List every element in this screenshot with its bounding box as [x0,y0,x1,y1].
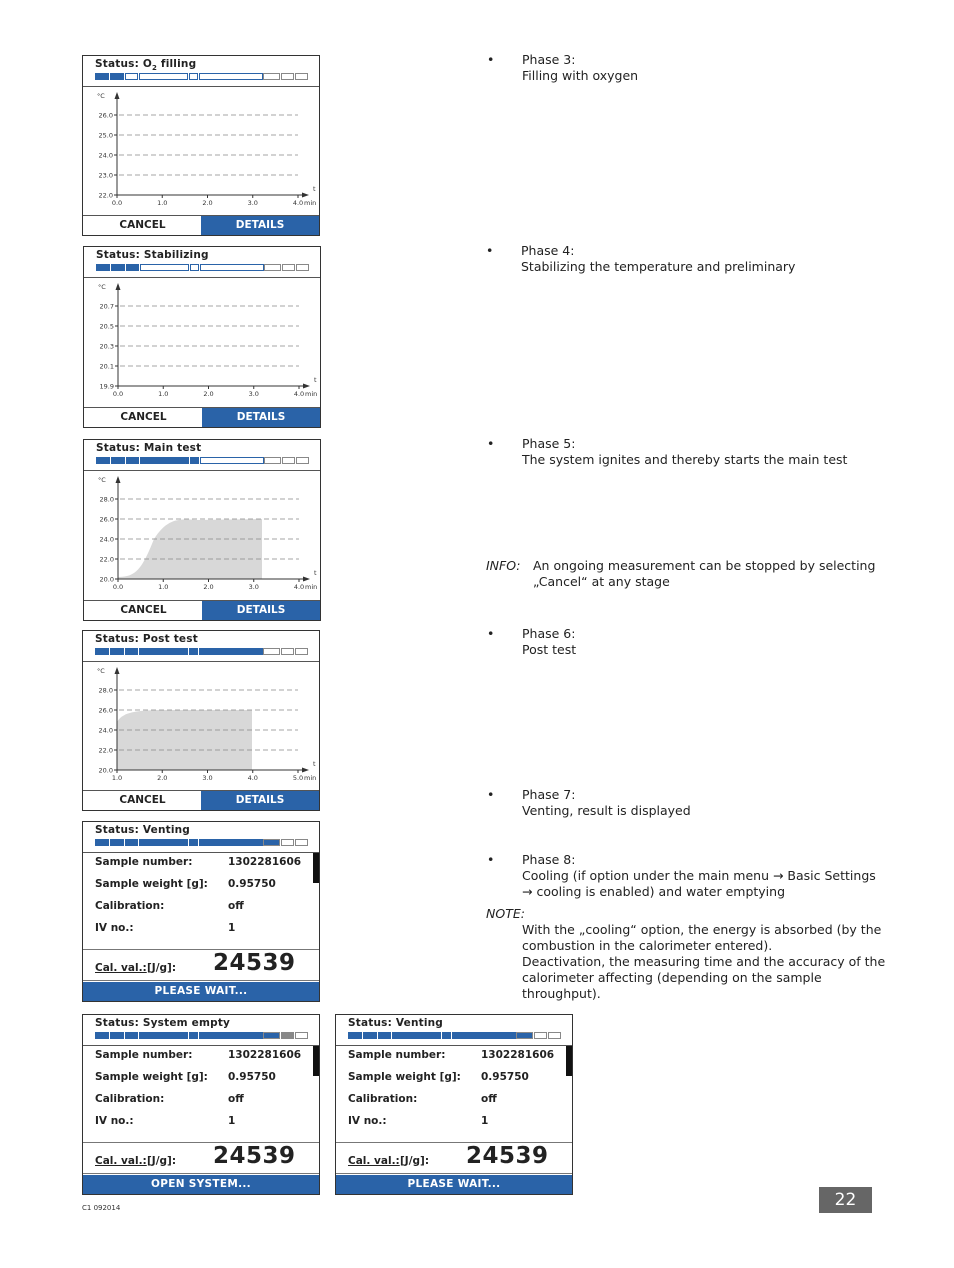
details-button[interactable]: DETAILS [201,216,319,235]
calorific-value-label [95,962,177,974]
y-tick-label: 24.0 [98,151,113,160]
progress-segment [393,1033,441,1039]
progress-bar [95,1032,309,1041]
field-value: 0.95750 [228,1071,276,1083]
cal-val-unit: [J/g]: [147,962,177,974]
phase-title: Phase 7: [522,787,576,802]
y-tick-label: 20.5 [99,322,114,331]
progress-segment [97,265,110,271]
phase-title: Phase 3: [522,52,576,67]
bullet: • [486,243,494,258]
progress-segment [191,265,199,271]
info-note [486,558,886,592]
field-label: Calibration: [95,900,165,912]
y-unit-label: °C [97,667,105,675]
display-screen-system-empty [82,1014,320,1195]
calibration-row [348,1093,497,1105]
calorific-value: 24539 [213,1143,296,1169]
progress-segment [296,840,308,846]
progress-segment [200,649,263,655]
info-line-2: „Cancel“ at any stage [533,574,670,589]
field-label: IV no.: [348,1115,387,1127]
x-tick-label: 1.0 [158,390,169,398]
softkey-bar [84,407,320,427]
calorific-value: 24539 [213,950,296,976]
display-screen-o2-filling [82,55,320,236]
scrollbar[interactable] [566,1046,572,1076]
x-tick-label: 3.0 [248,390,259,398]
details-button[interactable]: DETAILS [201,791,319,810]
progress-segment [97,458,110,464]
progress-segment [265,458,281,464]
iv-number-row [95,1115,236,1127]
bullet: • [487,787,495,802]
calorific-value: 24539 [466,1143,549,1169]
cancel-button[interactable]: CANCEL [83,216,202,235]
field-label: IV no.: [95,1115,134,1127]
progress-segment [282,649,294,655]
status-text: Status: Main test [96,442,202,454]
field-value: off [228,900,244,912]
calorific-value-label [348,1155,430,1167]
progress-segment [111,649,124,655]
field-value: 1 [228,1115,236,1127]
status-text: Status: Stabilizing [96,249,209,261]
phase-desc: Filling with oxygen [522,68,639,83]
progress-segment [126,649,138,655]
progress-bar [95,73,309,82]
phase-title: Phase 6: [522,626,576,641]
progress-segment [200,1033,263,1039]
y-axis-arrow [115,667,120,674]
bullet: • [487,852,495,867]
status-header [84,440,320,471]
status-header [84,247,320,278]
x-tick-label: 1.0 [158,583,169,591]
y-unit-label: °C [98,283,106,291]
progress-bar [348,1032,562,1041]
progress-segment [296,649,308,655]
status-text: Status: System empty [95,1017,231,1029]
status-message-bar: PLEASE WAIT... [83,982,319,1001]
field-label: IV no.: [95,922,134,934]
y-tick-label: 20.0 [99,575,114,584]
temperature-plot [84,278,321,406]
progress-segment [141,458,189,464]
sample-weight-row [95,878,276,890]
x-tick-label: 2.0 [203,390,214,398]
progress-segment [297,265,309,271]
phase-title: Phase 5: [522,436,576,451]
progress-segment [111,1033,124,1039]
x-axis-unit-label: min [305,583,318,591]
field-value: 1 [228,922,236,934]
status-text: Status: Post test [95,633,198,645]
details-button[interactable]: DETAILS [202,601,320,620]
progress-segment [112,265,125,271]
y-tick-label: 24.0 [99,535,114,544]
y-tick-label: 26.0 [98,706,113,715]
y-tick-label: 28.0 [98,686,113,695]
field-value: 0.95750 [228,878,276,890]
cal-val-label: Cal. val.: [95,1155,147,1167]
note-line-3: Deactivation, the measuring time and the accuracy of the [522,954,886,969]
field-value: 0.95750 [481,1071,529,1083]
note-line-4: calorimeter affecting (depending on the sample [522,970,822,985]
field-label: Sample weight [g]: [95,1071,208,1083]
progress-segment [190,74,198,80]
status-header [83,822,319,853]
temperature-curve [118,519,262,579]
progress-segment [190,840,198,846]
progress-segment [379,1033,391,1039]
status-subscript: 2 [152,64,158,73]
progress-bar [95,648,309,657]
y-unit-label: °C [97,92,105,100]
x-tick-label: 2.0 [157,774,168,782]
y-axis-arrow [116,476,121,483]
x-tick-label: 2.0 [202,199,213,207]
calibration-row [95,900,244,912]
y-tick-label: 22.0 [98,191,113,200]
iv-number-row [95,922,236,934]
status-text: Status: Venting [95,824,191,836]
display-screen-post-test [82,630,320,811]
y-axis-arrow [116,283,121,290]
sample-number-row [95,1049,302,1061]
calibration-row [95,1093,244,1105]
x-tick-label: 0.0 [111,199,123,207]
display-screen-venting-2 [335,1014,573,1195]
y-tick-label: 22.0 [98,746,113,755]
bullet: • [487,52,495,67]
cal-val-label: Cal. val.: [95,962,147,974]
note-block [486,906,886,1006]
field-value: 1302281606 [228,1049,302,1061]
y-tick-label: 26.0 [99,515,114,524]
footer-code: C1 092014 [82,1204,121,1212]
page-number: 22 [819,1187,872,1213]
y-tick-label: 23.0 [98,171,113,180]
field-label: Sample number: [348,1049,446,1061]
y-axis-arrow [115,92,120,99]
y-tick-label: 19.9 [99,382,114,391]
progress-segment [349,1033,362,1039]
divider [83,980,319,981]
cancel-button[interactable]: CANCEL [84,601,203,620]
sample-number-row [348,1049,555,1061]
progress-segment [201,265,264,271]
x-tick-label: 4.0 [293,390,305,398]
progress-segment [443,1033,451,1039]
progress-segment [112,458,125,464]
temperature-plot [84,471,321,599]
phase-desc-line-2: → cooling is enabled) and water emptying [522,884,786,899]
status-message-bar: PLEASE WAIT... [336,1175,572,1194]
phase-desc: Stabilizing the temperature and preliminary [521,259,796,274]
status-title [348,1017,443,1029]
x-axis-unit-label: min [304,774,317,782]
progress-segment [126,840,138,846]
x-tick-label: 5.0 [292,774,304,782]
progress-segment [190,649,198,655]
progress-segment [140,74,188,80]
status-title [95,824,190,836]
status-header [83,1015,319,1046]
progress-segment [111,74,124,80]
field-label: Calibration: [95,1093,165,1105]
divider [83,1173,319,1174]
x-axis-unit-label: min [305,390,318,398]
display-screen-main-test [83,439,321,621]
sample-number-row [95,856,302,868]
progress-segment [282,74,294,80]
progress-segment [200,840,263,846]
progress-segment [297,458,309,464]
progress-segment [140,1033,188,1039]
softkey-bar [84,600,320,620]
bullet: • [487,626,495,641]
note-label: NOTE: [486,906,525,921]
x-tick-label: 4.0 [292,199,304,207]
status-header [83,56,319,87]
status-title [95,1017,230,1029]
progress-segment [282,840,294,846]
x-axis-unit-label: min [304,199,317,207]
progress-segment [96,1033,109,1039]
status-text: Status: O [95,58,152,70]
progress-segment [283,458,295,464]
calorific-value-label [95,1155,177,1167]
note-line-5: throughput). [522,986,601,1001]
progress-segment [141,265,189,271]
field-label: Sample number: [95,856,193,868]
info-line-1: An ongoing measurement can be stopped by selecting [533,558,876,573]
x-tick-label: 1.0 [157,199,168,207]
status-suffix: filling [157,58,197,70]
field-value: off [228,1093,244,1105]
status-text: Status: Venting [348,1017,444,1029]
phase-title: Phase 4: [521,243,575,258]
y-tick-label: 20.3 [99,342,114,351]
progress-segment [535,1033,547,1039]
progress-segment [517,1033,533,1039]
progress-segment [191,458,199,464]
field-label: Calibration: [348,1093,418,1105]
cancel-button[interactable]: CANCEL [83,791,202,810]
x-tick-label: 4.0 [293,583,305,591]
progress-segment [200,74,263,80]
sample-weight-row [348,1071,529,1083]
progress-segment [127,458,139,464]
x-axis-arrow [303,384,310,389]
note-line-1: With the „cooling“ option, the energy is absorbed (by the [522,922,882,937]
progress-segment [264,1033,280,1039]
status-title [96,442,201,454]
x-axis-arrow [302,768,309,773]
field-value: 1302281606 [228,856,302,868]
field-value: 1 [481,1115,489,1127]
phase-desc: Post test [522,642,577,657]
y-tick-label: 20.1 [99,362,114,371]
progress-segment [265,265,281,271]
progress-segment [96,840,109,846]
progress-segment [126,1033,138,1039]
y-tick-label: 26.0 [98,111,113,120]
temperature-plot [83,87,320,215]
x-axis-t-label: t [313,185,316,193]
x-tick-label: 2.0 [203,583,214,591]
progress-segment [364,1033,377,1039]
scrollbar[interactable] [313,1046,319,1076]
cal-val-unit: [J/g]: [400,1155,430,1167]
field-label: Sample weight [g]: [95,878,208,890]
progress-segment [283,265,295,271]
field-value: off [481,1093,497,1105]
y-unit-label: °C [98,476,106,484]
display-screen-stabilizing [83,246,321,428]
softkey-bar [83,215,319,235]
progress-segment [190,1033,198,1039]
display-screen-venting [82,821,320,1002]
field-value: 1302281606 [481,1049,555,1061]
field-label: Sample number: [95,1049,193,1061]
progress-segment [264,649,280,655]
y-tick-label: 25.0 [98,131,113,140]
x-axis-t-label: t [314,376,317,384]
progress-segment [296,1033,308,1039]
status-header [336,1015,572,1046]
x-tick-label: 3.0 [202,774,213,782]
cal-val-label: Cal. val.: [348,1155,400,1167]
note-line-2: combustion in the calorimeter entered). [522,938,773,953]
progress-segment [96,74,109,80]
y-tick-label: 28.0 [99,495,114,504]
cal-val-unit: [J/g]: [147,1155,177,1167]
x-tick-label: 1.0 [111,774,123,782]
progress-segment [127,265,139,271]
y-tick-label: 24.0 [98,726,113,735]
x-tick-label: 0.0 [112,390,124,398]
x-axis-t-label: t [313,760,316,768]
divider [336,1173,572,1174]
x-tick-label: 4.0 [247,774,258,782]
progress-segment [264,74,280,80]
progress-segment [282,1033,294,1039]
status-title [95,633,198,645]
x-tick-label: 3.0 [247,199,258,207]
progress-segment [201,458,264,464]
progress-segment [296,74,308,80]
x-axis-arrow [302,193,309,198]
scrollbar[interactable] [313,853,319,883]
phase-desc-line-1: Cooling (if option under the main menu → Basic Settings [522,868,876,883]
x-axis-arrow [303,577,310,582]
progress-segment [140,840,188,846]
phase-desc: The system ignites and thereby starts the main test [522,452,848,467]
info-label: INFO: [486,558,521,573]
y-tick-label: 20.7 [99,302,114,311]
progress-segment [126,74,138,80]
bullet: • [487,436,495,451]
details-button[interactable]: DETAILS [202,408,320,427]
x-tick-label: 0.0 [112,583,124,591]
status-message-bar: OPEN SYSTEM... [83,1175,319,1194]
cancel-button[interactable]: CANCEL [84,408,203,427]
progress-segment [264,840,280,846]
temperature-curve [117,710,252,770]
status-title [95,58,196,72]
x-axis-t-label: t [314,569,317,577]
sample-weight-row [95,1071,276,1083]
status-title [96,249,209,261]
progress-segment [549,1033,561,1039]
y-tick-label: 20.0 [98,766,113,775]
progress-bar [95,839,309,848]
progress-segment [111,840,124,846]
y-tick-label: 22.0 [99,555,114,564]
progress-segment [140,649,188,655]
progress-bar [96,457,310,466]
temperature-plot [83,662,320,790]
field-label: Sample weight [g]: [348,1071,461,1083]
phase-desc: Venting, result is displayed [522,803,691,818]
phase-title: Phase 8: [522,852,576,867]
progress-segment [96,649,109,655]
iv-number-row [348,1115,489,1127]
softkey-bar [83,790,319,810]
progress-segment [453,1033,516,1039]
x-tick-label: 3.0 [248,583,259,591]
status-header [83,631,319,662]
progress-bar [96,264,310,273]
